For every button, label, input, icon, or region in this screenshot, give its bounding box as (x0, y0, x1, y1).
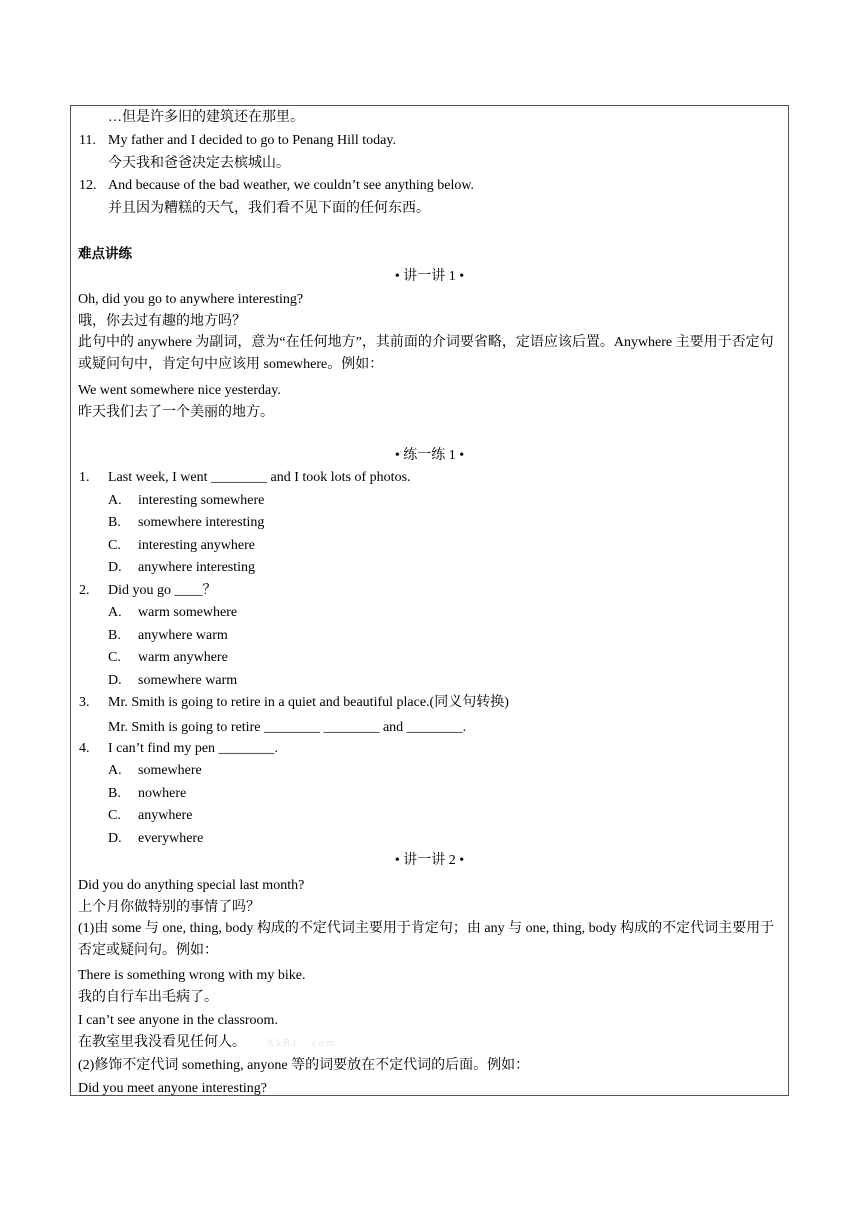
option-text: nowhere (138, 786, 187, 801)
explanation-paragraph: 此句中的 anywhere 为副词，意为“在任何地方”，其前面的介词要省略，定语应该后置。Anywhere 主要用于否定句或疑问句中，肯定句中应该用 somewhere。例如： (78, 335, 774, 372)
option-text: somewhere interesting (138, 515, 265, 530)
practice-heading-1: • 练一练 1 • (394, 448, 465, 463)
question-number: 2. (79, 583, 90, 598)
option-letter: A. (108, 763, 122, 778)
sentence-en: My father and I decided to go to Penang Hill today. (108, 133, 396, 148)
example-sentence-en: I can’t see anyone in the classroom. (78, 1013, 278, 1028)
example-question-en: Oh, did you go to anywhere interesting? (78, 292, 304, 307)
option-letter: D. (108, 673, 122, 688)
example-sentence-cn: 我的自行车出毛病了。 (78, 990, 218, 1005)
option-letter: A. (108, 493, 122, 508)
question-number: 3. (79, 695, 90, 710)
example-sentence-en: Did you meet anyone interesting? (78, 1081, 267, 1096)
option-text: everywhere (138, 831, 204, 846)
example-question-cn: 上个月你做特别的事情了吗？ (78, 900, 260, 915)
option-letter: C. (108, 538, 121, 553)
option-letter: C. (108, 650, 121, 665)
question-text: Last week, I went ________ and I took lots of photos. (108, 470, 411, 485)
explanation-paragraph: (1)由 some 与 one, thing, body 构成的不定代词主要用于肯定句；由 any 与 one, thing, body 构成的不定代词主要用于否定或疑问句。例如： (78, 921, 775, 958)
example-sentence-cn: 在教室里我没看见任何人。 (78, 1035, 246, 1050)
example-question-en: Did you do anything special last month? (78, 878, 305, 893)
talk-heading-2: • 讲一讲 2 • (394, 853, 465, 868)
option-letter: A. (108, 605, 122, 620)
content-box (70, 105, 789, 1096)
fill-in-blank-line: Mr. Smith is going to retire ________ ________ and ________. (108, 720, 467, 735)
review-line: …但是许多旧的建筑还在那里。 (108, 110, 304, 125)
option-text: anywhere (138, 808, 193, 823)
sentence-cn: 并且因为糟糕的天气，我们看不见下面的任何东西。 (108, 201, 430, 216)
option-text: warm somewhere (138, 605, 238, 620)
sentence-en: And because of the bad weather, we couldn’t see anything below. (108, 178, 475, 193)
example-sentence-en: We went somewhere nice yesterday. (78, 383, 281, 398)
option-text: warm anywhere (138, 650, 228, 665)
option-letter: D. (108, 831, 122, 846)
option-letter: B. (108, 786, 121, 801)
example-sentence-en: There is something wrong with my bike. (78, 968, 306, 983)
explanation-paragraph: (2)修饰不定代词 something, anyone 等的词要放在不定代词的后面。例如： (78, 1058, 530, 1073)
question-number: 4. (79, 741, 90, 756)
option-text: anywhere warm (138, 628, 228, 643)
option-text: interesting somewhere (138, 493, 265, 508)
item-number: 12. (79, 178, 97, 193)
option-text: somewhere (138, 763, 202, 778)
option-text: interesting anywhere (138, 538, 256, 553)
option-letter: D. (108, 560, 122, 575)
question-text: Did you go ____？ (108, 583, 217, 598)
section-title: 难点讲练 (78, 246, 132, 262)
question-text: I can’t find my pen ________. (108, 741, 279, 756)
example-question-cn: 哦，你去过有趣的地方吗？ (78, 314, 246, 329)
option-text: anywhere interesting (138, 560, 256, 575)
item-number: 11. (79, 133, 96, 148)
talk-heading-1: • 讲一讲 1 • (394, 269, 465, 284)
option-letter: B. (108, 628, 121, 643)
watermark: XkB1 . com (267, 1038, 336, 1049)
option-letter: B. (108, 515, 121, 530)
question-text: Mr. Smith is going to retire in a quiet and beautiful place.(同义句转换) (108, 695, 509, 710)
sentence-cn: 今天我和爸爸决定去槟城山。 (108, 156, 290, 171)
option-text: somewhere warm (138, 673, 238, 688)
example-sentence-cn: 昨天我们去了一个美丽的地方。 (78, 405, 274, 420)
option-letter: C. (108, 808, 121, 823)
question-number: 1. (79, 470, 90, 485)
